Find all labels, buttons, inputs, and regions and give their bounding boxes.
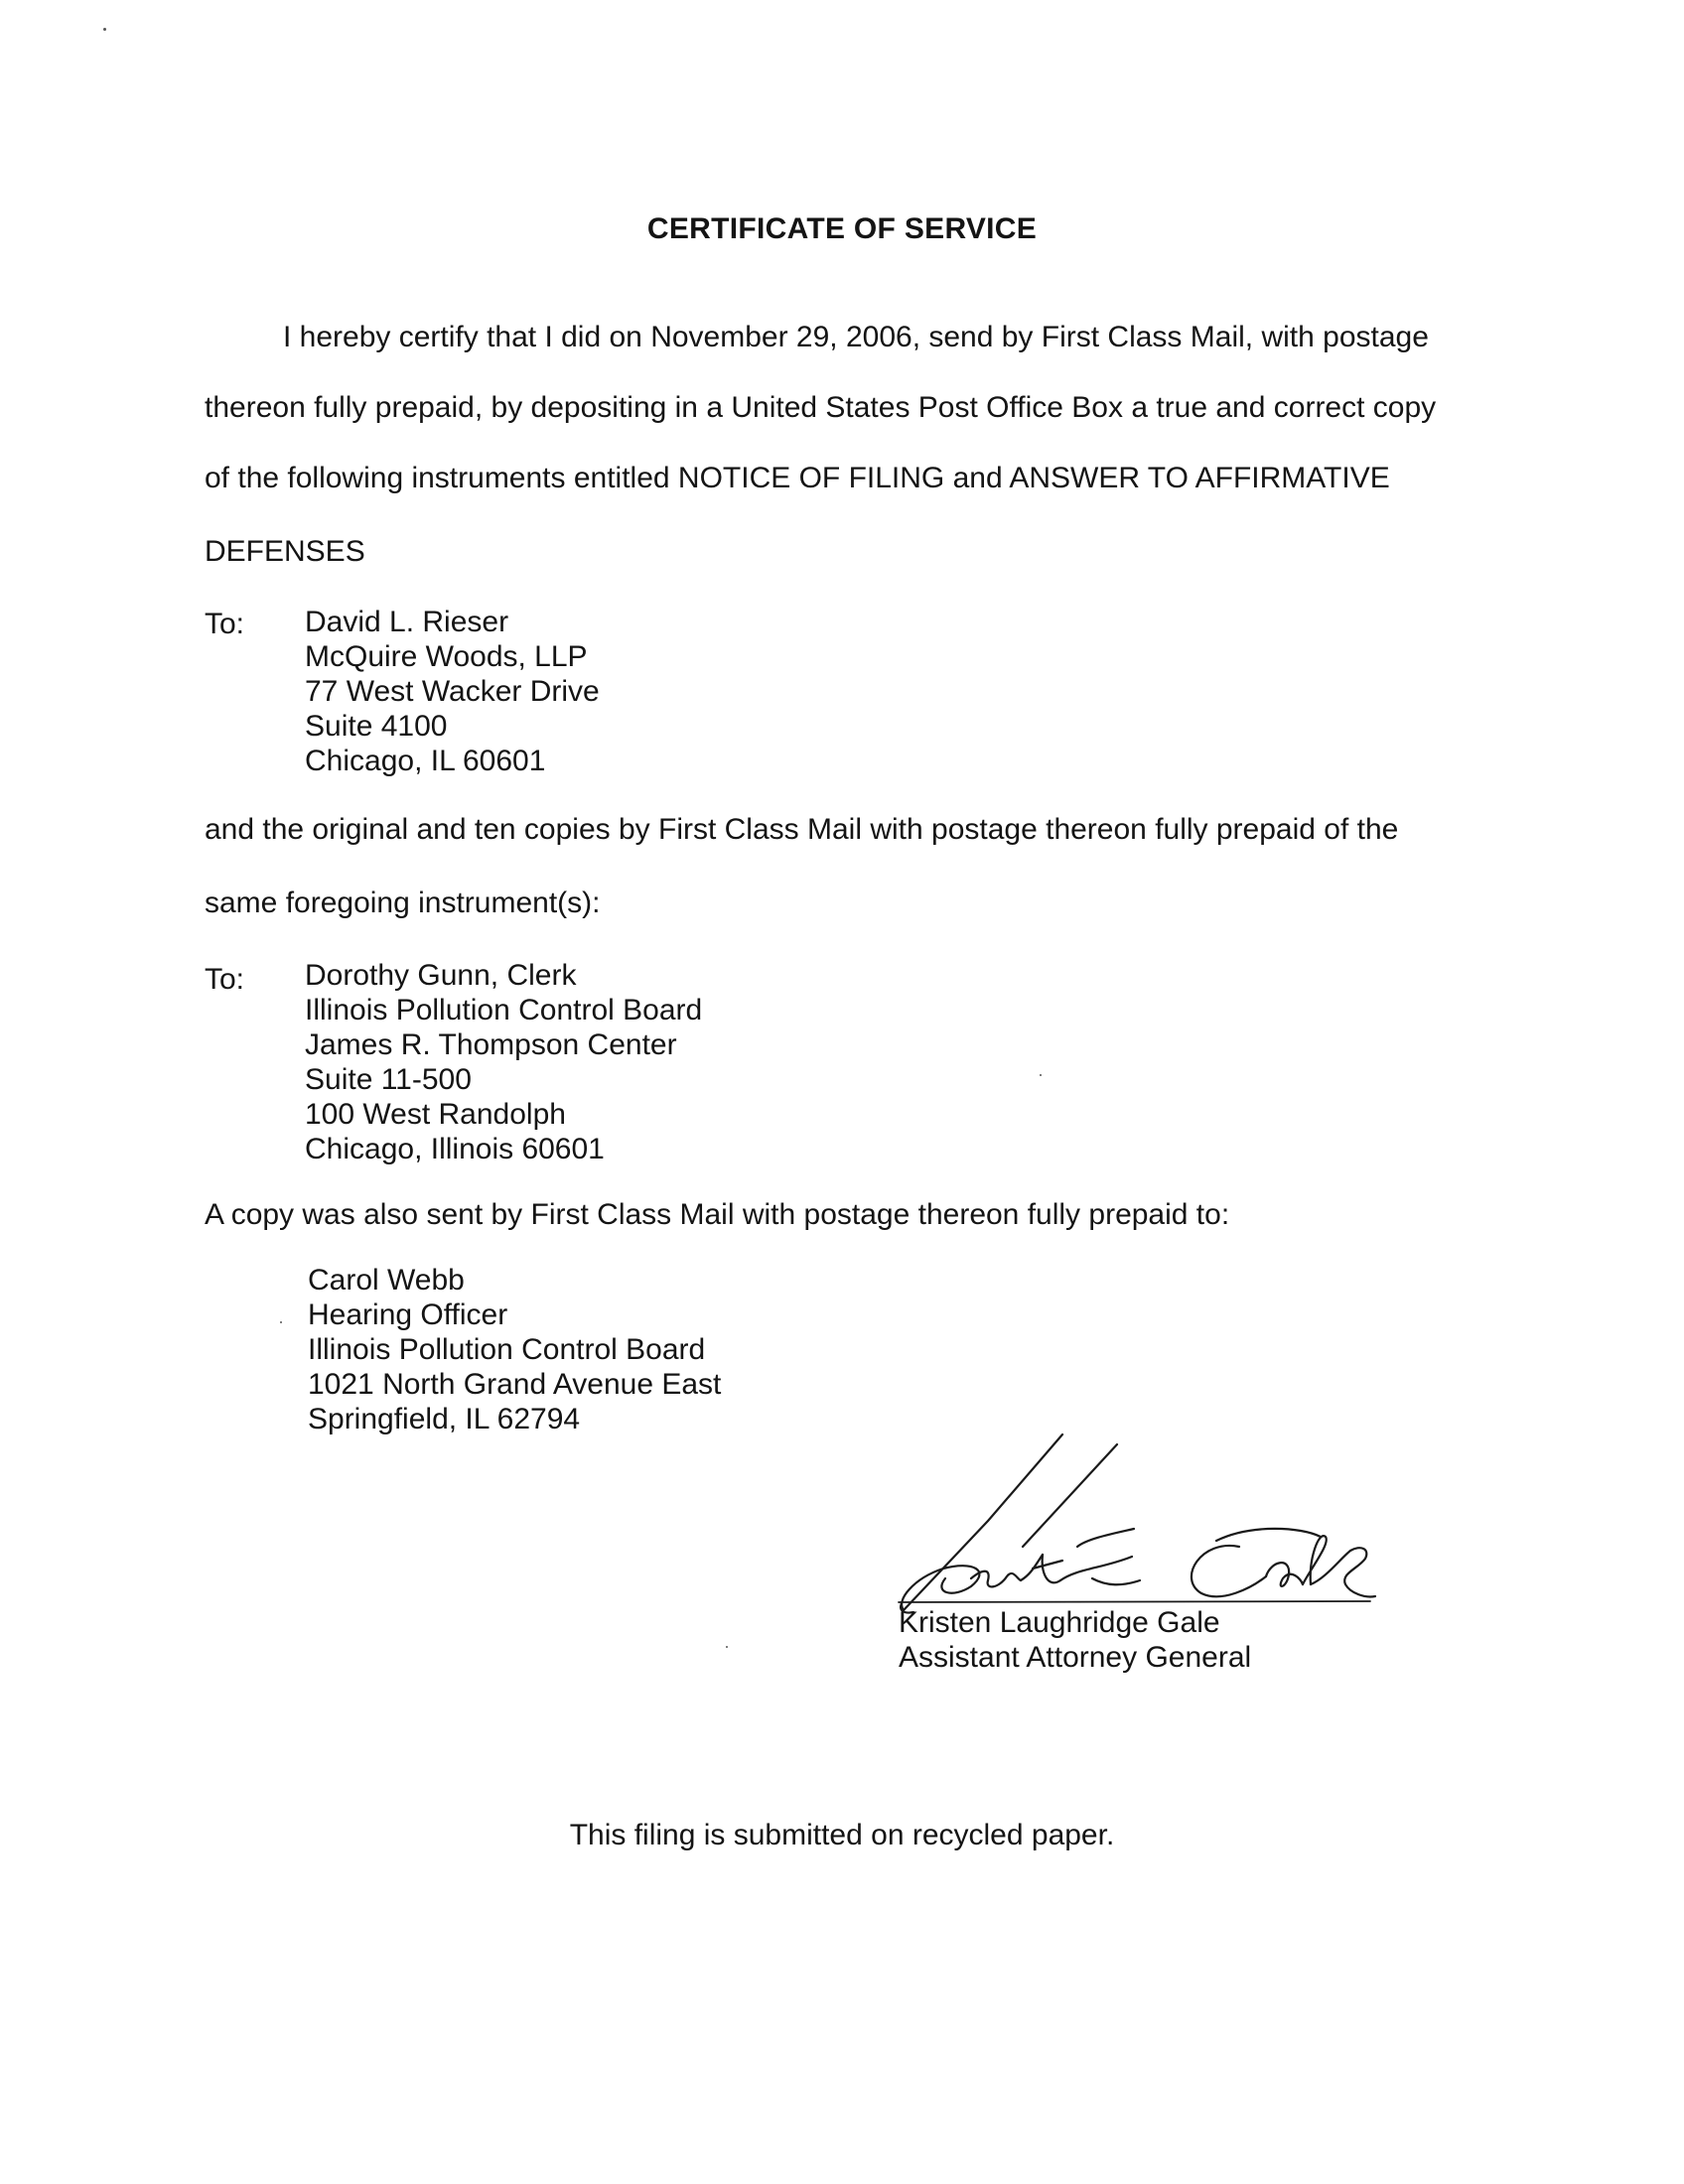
address-line: 100 West Randolph [305, 1098, 566, 1131]
address-line: James R. Thompson Center [305, 1028, 677, 1061]
signer-title: Assistant Attorney General [899, 1641, 1252, 1674]
scan-speck [1040, 1074, 1042, 1076]
body-line-4: DEFENSES [205, 535, 365, 568]
to-label-2: To: [205, 963, 245, 996]
address-line: Suite 11-500 [305, 1063, 472, 1096]
address-line: Hearing Officer [308, 1298, 508, 1331]
body-line-3: of the following instruments entitled NOTICE OF FILING and ANSWER TO AFFIRMATIVE [205, 462, 1390, 494]
middle-line-1: and the original and ten copies by First Class Mail with postage thereon fully prepaid of the [205, 813, 1399, 846]
scan-speck [726, 1646, 728, 1648]
address-line: 77 West Wacker Drive [305, 675, 600, 708]
to-label-1: To: [205, 608, 245, 640]
signature-block [899, 1605, 1251, 1675]
middle-line-2: same foregoing instrument(s): [205, 887, 601, 919]
address-line: Chicago, IL 60601 [305, 745, 546, 777]
address-line: Illinois Pollution Control Board [308, 1333, 706, 1366]
body-line-2: thereon fully prepaid, by depositing in a United States Post Office Box a true and correct copy [205, 391, 1437, 424]
address-line: 1021 North Grand Avenue East [308, 1368, 722, 1401]
handwritten-signature [874, 1430, 1390, 1628]
body-line-1: I hereby certify that I did on November 29, 2006, send by First Class Mail, with postage [283, 321, 1429, 353]
recipient-2-address [305, 958, 702, 1166]
address-line: Suite 4100 [305, 710, 448, 743]
recipient-1-address [305, 605, 600, 778]
footer-note: This filing is submitted on recycled paper. [569, 1819, 1115, 1851]
address-line: Illinois Pollution Control Board [305, 994, 703, 1026]
document-title: CERTIFICATE OF SERVICE [646, 212, 1038, 245]
recipient-3-address [308, 1263, 721, 1436]
address-line: McQuire Woods, LLP [305, 640, 588, 673]
address-line: Carol Webb [308, 1264, 465, 1297]
address-line: Dorothy Gunn, Clerk [305, 959, 577, 992]
address-line: Springfield, IL 62794 [308, 1403, 581, 1435]
address-line: Chicago, Illinois 60601 [305, 1133, 605, 1165]
signer-name: Kristen Laughridge Gale [899, 1606, 1220, 1639]
address-line: David L. Rieser [305, 606, 509, 638]
scan-speck [103, 28, 106, 31]
copy-line: A copy was also sent by First Class Mail with postage thereon fully prepaid to: [205, 1198, 1230, 1231]
scan-speck [280, 1321, 282, 1323]
